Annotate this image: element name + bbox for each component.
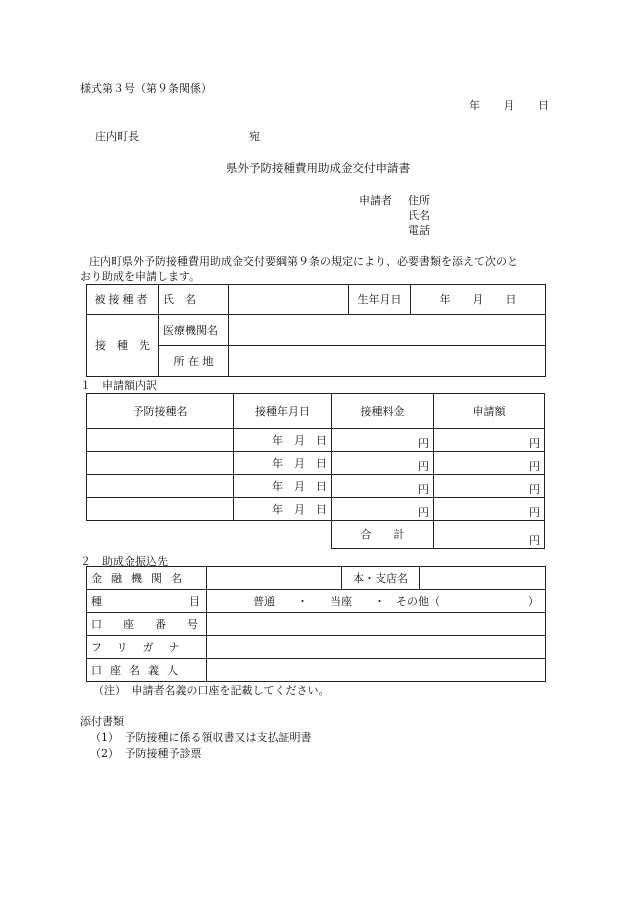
page-title: 県外予防接種費用助成金交付申請書 bbox=[226, 161, 410, 175]
patient-table bbox=[86, 284, 546, 377]
date-year: 年 bbox=[469, 99, 480, 112]
dob-label: 生年月日 bbox=[349, 285, 411, 315]
form-number: 様式第３号（第９条関係） bbox=[80, 82, 212, 95]
attachment-item: （2） 予防接種予診票 bbox=[90, 747, 202, 760]
total-label: 合 計 bbox=[332, 521, 434, 549]
date-month: 月 bbox=[503, 99, 515, 112]
applicant-address-label: 住所 bbox=[408, 194, 430, 207]
holder-field[interactable] bbox=[207, 659, 546, 682]
applicant-phone-label: 電話 bbox=[408, 224, 430, 237]
vaccine-name-cell[interactable] bbox=[87, 429, 234, 452]
vaccine-name-cell[interactable] bbox=[87, 475, 234, 498]
bank-note: （注） 申請者名義の口座を記載してください。 bbox=[93, 684, 330, 697]
section2-heading: ２ 助成金振込先 bbox=[80, 555, 168, 568]
total-amount-cell[interactable]: 円 bbox=[434, 521, 545, 549]
table-row bbox=[87, 429, 545, 452]
dob-field[interactable]: 年 月 日 bbox=[411, 285, 546, 315]
bank-field[interactable] bbox=[207, 567, 342, 590]
vaccinee-name-label: 氏 名 bbox=[159, 285, 229, 315]
date-cell[interactable]: 年 月 日 bbox=[234, 498, 332, 521]
branch-field[interactable] bbox=[420, 567, 546, 590]
institution-field[interactable] bbox=[229, 315, 546, 346]
addressee-name: 庄内町長 bbox=[95, 130, 139, 143]
table-row bbox=[87, 452, 545, 475]
account-no-field[interactable] bbox=[207, 613, 546, 636]
amount-cell[interactable]: 円 bbox=[434, 475, 545, 498]
date-cell[interactable]: 年 月 日 bbox=[234, 429, 332, 452]
type-options[interactable]: 普通 ・ 当座 ・ その他（ ） bbox=[207, 590, 546, 613]
furigana-field[interactable] bbox=[207, 636, 546, 659]
location-field[interactable] bbox=[229, 346, 546, 377]
applicant-name-label: 氏名 bbox=[408, 209, 430, 222]
bank-label: 金融機関名 bbox=[87, 567, 207, 590]
attachments-heading: 添付書類 bbox=[80, 715, 124, 728]
furigana-label: フリガナ bbox=[87, 636, 207, 659]
site-label: 接 種 先 bbox=[87, 315, 159, 377]
table-row bbox=[87, 498, 545, 521]
amount-cell[interactable]: 円 bbox=[434, 498, 545, 521]
intro-line-1: 庄内町県外予防接種費用助成金交付要綱第９条の規定により、必要書類を添えて次のと bbox=[89, 255, 518, 268]
amount-cell[interactable]: 円 bbox=[434, 429, 545, 452]
attachment-item: （1） 予防接種に係る領収書又は支払証明書 bbox=[90, 731, 312, 744]
account-no-label: 口座番号 bbox=[87, 613, 207, 636]
intro-line-2: おり助成を申請します。 bbox=[80, 270, 201, 283]
date-cell[interactable]: 年 月 日 bbox=[234, 452, 332, 475]
table-row bbox=[87, 475, 545, 498]
vaccinee-label: 被接種者 bbox=[87, 285, 159, 315]
location-label: 所 在 地 bbox=[159, 346, 229, 377]
fee-cell[interactable]: 円 bbox=[332, 498, 434, 521]
date-cell[interactable]: 年 月 日 bbox=[234, 475, 332, 498]
header-date: 接種年月日 bbox=[234, 394, 332, 429]
header-amount: 申請額 bbox=[434, 394, 545, 429]
vaccinee-name-field[interactable] bbox=[229, 285, 349, 315]
applicant-label: 申請者 bbox=[359, 194, 392, 207]
fee-cell[interactable]: 円 bbox=[332, 475, 434, 498]
amount-cell[interactable]: 円 bbox=[434, 452, 545, 475]
fee-cell[interactable]: 円 bbox=[332, 429, 434, 452]
fee-cell[interactable]: 円 bbox=[332, 452, 434, 475]
date-line bbox=[469, 100, 549, 111]
header-fee: 接種料金 bbox=[332, 394, 434, 429]
holder-label: 口座名義人 bbox=[87, 659, 207, 682]
branch-label: 本・支店名 bbox=[342, 567, 420, 590]
date-day: 日 bbox=[538, 99, 549, 112]
addressee-suffix: 宛 bbox=[249, 130, 260, 143]
type-label: 種目 bbox=[87, 590, 207, 613]
header-vaccine-name: 予防接種名 bbox=[87, 394, 234, 429]
section1-heading: １ 申請額内訳 bbox=[80, 379, 157, 392]
amount-table bbox=[86, 393, 545, 549]
vaccine-name-cell[interactable] bbox=[87, 452, 234, 475]
vaccine-name-cell[interactable] bbox=[87, 498, 234, 521]
institution-label: 医療機関名 bbox=[159, 315, 229, 346]
bank-table bbox=[86, 566, 546, 682]
